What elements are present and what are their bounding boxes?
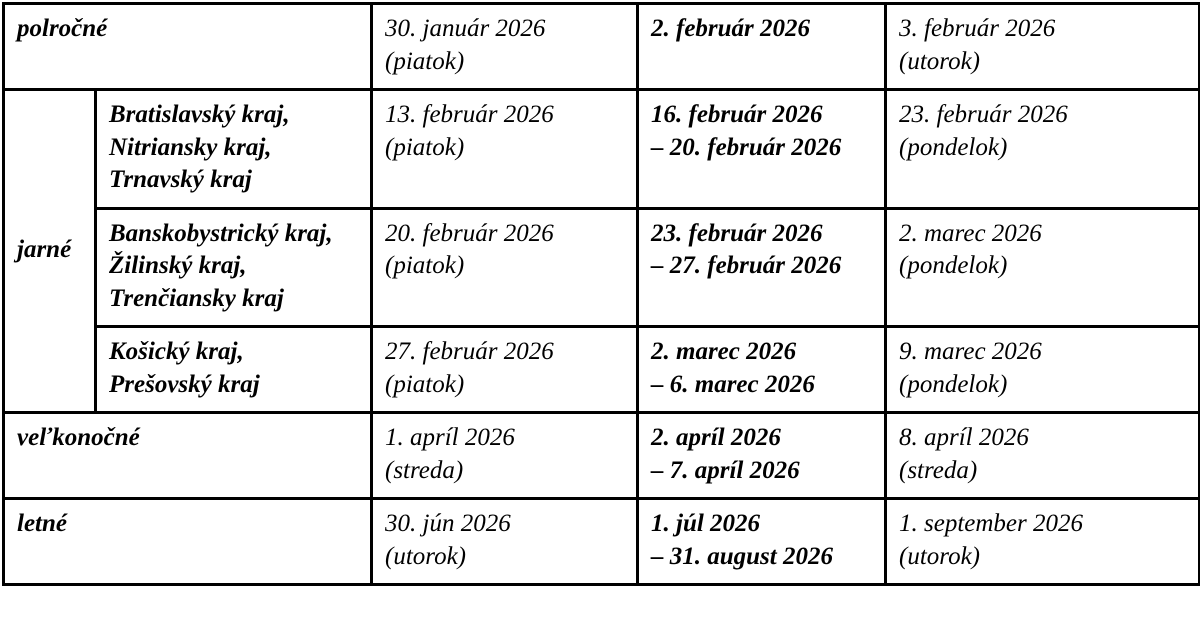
date-line: 27. február 2026	[385, 338, 554, 365]
holiday-span-cell	[638, 413, 886, 499]
region-cell	[96, 208, 372, 327]
table-row	[4, 90, 1200, 209]
weekday-line: (pondelok)	[899, 133, 1008, 161]
weekday-line: (pondelok)	[899, 370, 1008, 398]
holiday-name-label: jarné	[17, 235, 72, 263]
table-row	[4, 327, 1200, 413]
weekday-line: (streda)	[899, 456, 978, 484]
holiday-table-container	[0, 2, 1200, 638]
weekday-line: (utorok)	[899, 47, 980, 75]
table-row	[4, 4, 1200, 90]
span-line-1: 16. február 2026	[651, 101, 823, 128]
holiday-name-label: polročné	[17, 15, 108, 42]
region-line-2: Žilinský kraj,	[109, 252, 247, 279]
holiday-span-cell	[638, 327, 886, 413]
region-line-1: Bratislavský kraj,	[109, 101, 290, 128]
return-day-cell	[886, 327, 1200, 413]
weekday-line: (streda)	[385, 456, 464, 484]
holiday-name-label: letné	[17, 510, 67, 537]
date-line: 2. marec 2026	[899, 219, 1042, 247]
span-line-2: – 31. august 2026	[651, 542, 833, 570]
region-cell	[96, 327, 372, 413]
holiday-span-cell	[638, 4, 886, 90]
holiday-name-cell	[4, 499, 372, 585]
date-line: 30. január 2026	[385, 15, 546, 42]
holiday-name-cell	[4, 4, 372, 90]
span-line-1: 1. júl 2026	[651, 510, 761, 537]
holiday-span-cell	[638, 499, 886, 585]
date-line: 20. február 2026	[385, 219, 554, 247]
school-holidays-table	[2, 2, 1200, 586]
span-line-1: 2. apríl 2026	[651, 424, 781, 451]
span-line-2: – 7. apríl 2026	[651, 456, 800, 484]
region-line-2: Prešovský kraj	[109, 370, 260, 398]
date-line: 3. február 2026	[899, 15, 1056, 42]
span-line-1: 2. február 2026	[651, 15, 811, 42]
weekday-line: (piatok)	[385, 47, 465, 75]
holiday-name-cell	[4, 413, 372, 499]
weekday-line: (piatok)	[385, 370, 465, 398]
last-school-day-cell	[372, 499, 638, 585]
last-school-day-cell	[372, 90, 638, 209]
region-line-1: Banskobystrický kraj,	[109, 219, 333, 247]
return-day-cell	[886, 90, 1200, 209]
weekday-line: (piatok)	[385, 252, 465, 279]
weekday-line: (pondelok)	[899, 252, 1008, 279]
date-line: 1. apríl 2026	[385, 424, 515, 451]
last-school-day-cell	[372, 327, 638, 413]
date-line: 8. apríl 2026	[899, 424, 1029, 451]
weekday-line: (utorok)	[899, 542, 980, 570]
span-line-2: – 20. február 2026	[651, 133, 842, 161]
table-row	[4, 208, 1200, 327]
return-day-cell	[886, 4, 1200, 90]
last-school-day-cell	[372, 413, 638, 499]
date-line: 9. marec 2026	[899, 338, 1042, 365]
region-line-2: Nitriansky kraj,	[109, 133, 272, 161]
region-line-1: Košický kraj,	[109, 338, 244, 365]
holiday-name-cell	[4, 90, 96, 413]
return-day-cell	[886, 499, 1200, 585]
region-line-3: Trnavský kraj	[109, 166, 252, 193]
holiday-name-label: veľkonočné	[17, 424, 140, 451]
return-day-cell	[886, 413, 1200, 499]
span-line-1: 2. marec 2026	[651, 338, 797, 365]
weekday-line: (utorok)	[385, 542, 466, 570]
date-line: 13. február 2026	[385, 101, 554, 128]
holiday-span-cell	[638, 90, 886, 209]
region-line-3: Trenčiansky kraj	[109, 284, 284, 312]
return-day-cell	[886, 208, 1200, 327]
region-cell	[96, 90, 372, 209]
span-line-2: – 27. február 2026	[651, 252, 842, 279]
table-row	[4, 499, 1200, 585]
last-school-day-cell	[372, 208, 638, 327]
last-school-day-cell	[372, 4, 638, 90]
span-line-1: 23. február 2026	[651, 219, 823, 247]
date-line: 23. február 2026	[899, 101, 1068, 128]
date-line: 30. jún 2026	[385, 510, 511, 537]
holiday-span-cell	[638, 208, 886, 327]
span-line-2: – 6. marec 2026	[651, 370, 815, 398]
table-row	[4, 413, 1200, 499]
weekday-line: (piatok)	[385, 133, 465, 161]
date-line: 1. september 2026	[899, 510, 1083, 537]
